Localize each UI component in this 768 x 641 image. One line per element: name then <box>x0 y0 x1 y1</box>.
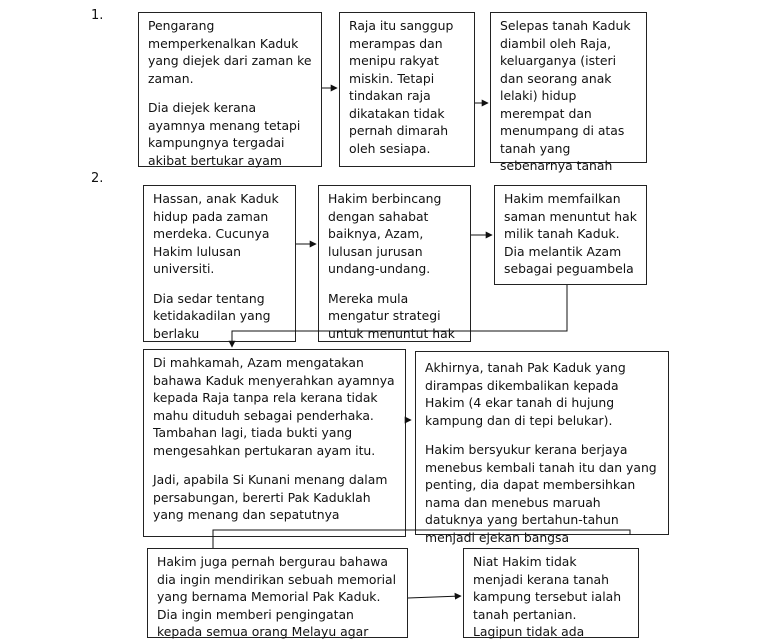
flow-box-text: Hakim bersyukur kerana berjaya menebus kembali tanah itu dan yang penting, dia dapat membersihkan nama dan menebus maruah datuknya yang bertahun-tahun menjadi ejekan bangsa <box>425 442 657 545</box>
flow-box-text: Selepas tanah Kaduk diambil oleh Raja, keluarganya (isteri dan seorang anak lelaki) hidup merempat dan menumpang di atas tanah yang sebenarnya tanah <box>500 18 631 173</box>
flow-box-text: Raja itu sanggup merampas dan menipu rakyat miskin. Tetapi tindakan raja dikatakan tidak pernah dimarah oleh sesiapa. <box>349 18 454 156</box>
row-2-number: 2. <box>91 171 104 186</box>
flow-box-text: Dia diejek kerana ayamnya menang tetapi kampungnya tergadai akibat bertukar ayam <box>148 100 301 168</box>
flow-box-text: Hassan, anak Kaduk hidup pada zaman merdeka. Cucunya Hakim lulusan universiti. <box>153 191 279 276</box>
flow-box-text: Jadi, apabila Si Kunani menang dalam persabungan, bererti Pak Kaduklah yang menang dan sepatutnya <box>153 472 388 522</box>
flow-box-text: Hakim memfailkan saman menuntut hak milik tanah Kaduk. Dia melantik Azam sebagai peguambela <box>504 191 637 276</box>
flow-box-text: Hakim juga pernah bergurau bahawa dia ingin mendirikan sebuah memorial yang bernama Memorial Pak Kaduk. Dia ingin memberi pengingatan kepada semua orang Melayu agar <box>157 554 397 639</box>
flow-box-text: Hakim berbincang dengan sahabat baiknya, Azam, lulusan jurusan undang-undang. <box>328 191 442 276</box>
flow-box-text: Niat Hakim tidak menjadi kerana tanah kampung tersebut ialah tanah pertanian. Lagipun tidak ada <box>473 554 622 639</box>
flow-box-text: Akhirnya, tanah Pak Kaduk yang dirampas dikembalikan kepada Hakim (4 ekar tanah di hujung kampung dan di tepi belukar). <box>425 360 626 428</box>
connector-2-5-to-2-6 <box>213 530 630 548</box>
flow-box-text: Mereka mula mengatur strategi untuk menuntut hak <box>328 290 455 341</box>
flow-box-text: Di mahkamah, Azam mengatakan bahawa Kaduk menyerahkan ayamnya kepada Raja tanpa rela kerana tidak mahu dituduh sebagai penderhaka. Tambahan lagi, tiada bukti yang mengesahkan pertukaran ayam itu. <box>153 355 395 458</box>
flow-box-text: Dia sedar tentang ketidakadilan yang berlaku <box>153 290 271 341</box>
row-1-number: 1. <box>91 8 104 23</box>
arrow-2-3-to-2-4 <box>232 285 567 347</box>
arrow-2-6-to-2-7 <box>408 596 461 598</box>
flow-box-text: Pengarang memperkenalkan Kaduk yang diejek dari zaman ke zaman. <box>148 18 312 86</box>
